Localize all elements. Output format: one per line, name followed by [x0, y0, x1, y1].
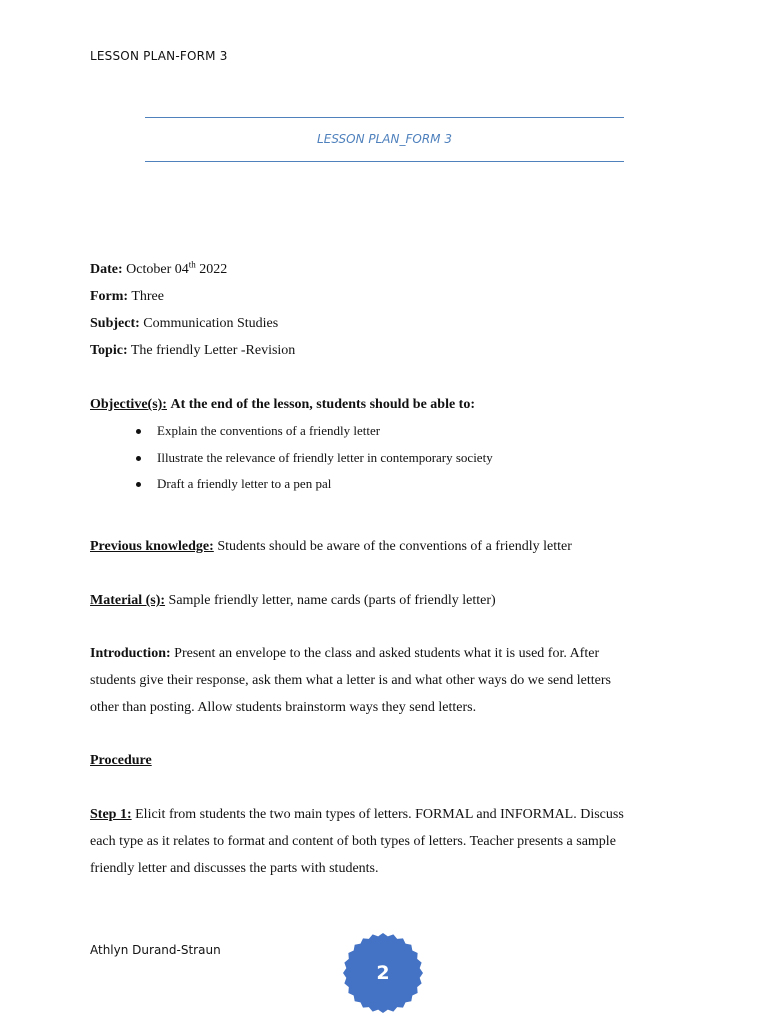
form-line — [90, 289, 164, 305]
date-line — [90, 259, 228, 278]
page-number: 2 — [376, 962, 390, 984]
objectives-line — [90, 397, 475, 413]
introduction-text: Present an envelope to the class and asked students what it is used for. After — [174, 646, 600, 661]
objectives-intro: At the end of the lesson, students should be able to: — [170, 397, 476, 412]
introduction-line-2: students give their response, ask them what a letter is and what other ways do we send letters — [90, 673, 611, 688]
step1-text: Elicit from students the two main types of letters. FORMAL and INFORMAL. Discuss — [135, 807, 624, 822]
date-label: Date: — [90, 262, 123, 277]
materials-text: Sample friendly letter, name cards (parts of friendly letter) — [168, 593, 496, 608]
materials-label: Material (s): — [90, 593, 166, 608]
previous-knowledge-line — [90, 539, 572, 555]
title-bottom-rule — [145, 161, 624, 162]
step1-label: Step 1: — [90, 807, 132, 822]
objective-item: Explain the conventions of a friendly letter — [157, 423, 381, 438]
subject-value: Communication Studies — [143, 316, 279, 331]
date-value — [126, 259, 228, 277]
step1-line-1 — [90, 807, 624, 823]
introduction-label: Introduction: — [90, 646, 171, 661]
date-ordinal: th — [188, 259, 196, 270]
date-year: 2022 — [199, 262, 228, 277]
footer-author: Athlyn Durand-Straun — [90, 943, 221, 957]
form-label: Form: — [90, 289, 129, 304]
subject-line — [90, 316, 278, 332]
introduction-line-1 — [90, 646, 599, 662]
materials-line — [90, 593, 496, 609]
introduction-line-3: other than posting. Allow students brainstorm ways they send letters. — [90, 700, 477, 715]
step1-line-2: each type as it relates to format and content of both types of letters. Teacher presents a sample — [90, 834, 616, 849]
previous-knowledge-label: Previous knowledge: — [90, 539, 214, 554]
bullet-icon — [136, 482, 141, 487]
document-title: LESSON PLAN_FORM 3 — [317, 132, 452, 146]
topic-value: The friendly Letter -Revision — [130, 343, 296, 358]
procedure-heading: Procedure — [90, 753, 152, 768]
objective-item: Illustrate the relevance of friendly letter in contemporary society — [157, 450, 493, 465]
topic-label: Topic: — [90, 343, 128, 358]
subject-label: Subject: — [90, 316, 140, 331]
topic-line — [90, 343, 295, 359]
bullet-icon — [136, 456, 141, 461]
previous-knowledge-text: Students should be aware of the conventions of a friendly letter — [217, 539, 572, 554]
title-top-rule — [145, 117, 624, 118]
objectives-label: Objective(s): — [90, 397, 167, 412]
objective-item: Draft a friendly letter to a pen pal — [157, 476, 332, 491]
running-header: LESSON PLAN-FORM 3 — [90, 49, 228, 63]
bullet-icon — [136, 429, 141, 434]
date-day: October 04 — [126, 262, 189, 277]
form-value: Three — [131, 289, 164, 304]
step1-line-3: friendly letter and discusses the parts with students. — [90, 861, 379, 876]
